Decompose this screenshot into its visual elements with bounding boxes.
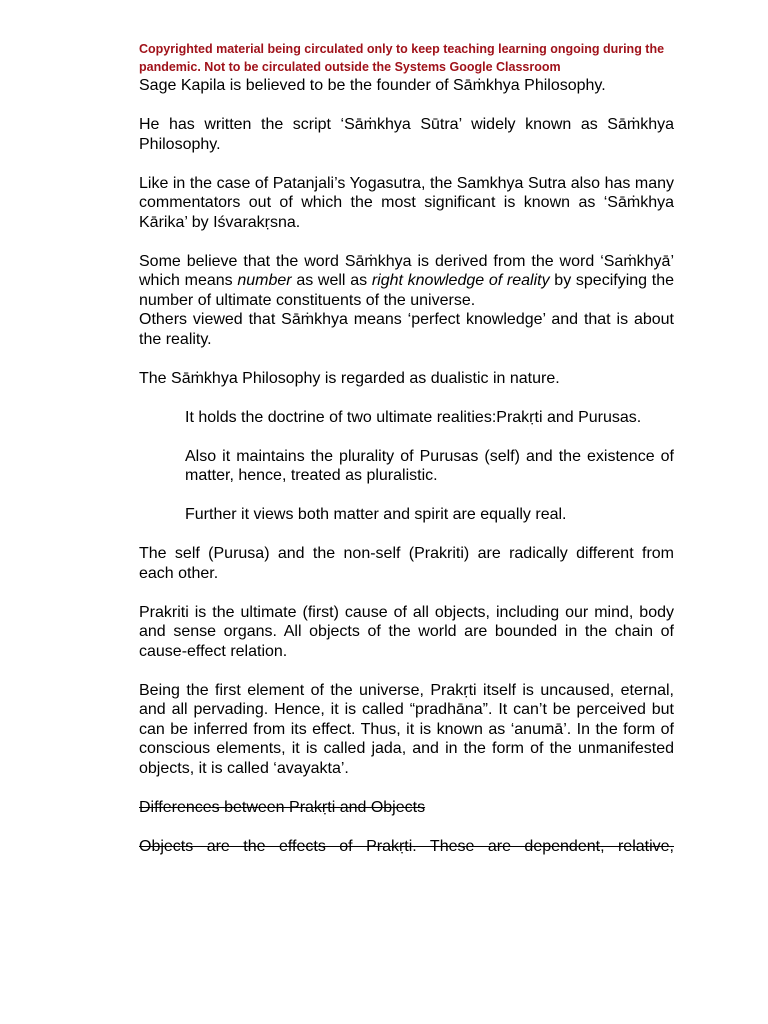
paragraph-etymology <box>139 252 674 311</box>
copyright-notice: Copyrighted material being circulated only to keep teaching learning ongoing during the pandemic. Not to be circulated outside the Systems Google Classroom <box>139 42 665 74</box>
heading-differences: Differences between Prakṛti and Objects <box>139 798 426 816</box>
paragraph-ultimate-cause: Prakriti is the ultimate (first) cause of all objects, including our mind, body and sense organs. All objects of the world are bounded in the chain of cause-effect relation. <box>139 603 674 660</box>
etymology-text-c: by specifying the number of ultimate constituents of the universe. <box>139 272 675 309</box>
document-page <box>139 40 674 856</box>
paragraph-script: He has written the script ‘Sāṁkhya Sūtra’ widely known as Sāṁkhya Philosophy. <box>139 116 674 153</box>
paragraph-dualistic: The Sāṁkhya Philosophy is regarded as dualistic in nature. <box>139 369 560 387</box>
paragraph-founder: Sage Kapila is believed to be the founder of Sāṁkhya Philosophy. <box>139 77 606 94</box>
paragraph-doctrine: It holds the doctrine of two ultimate realities:Prakṛti and Purusas. <box>185 408 642 426</box>
etymology-text-a: Some believe that the word Sāṁkhya is derived from the word ‘Saṁkhyā’ which means <box>139 252 674 289</box>
paragraph-commentators: Like in the case of Patanjali’s Yogasutra, the Samkhya Sutra also has many commentators out of which the most significant is known as ‘Sāṁkhya Kārika’ by Iśvarakṛsna. <box>139 174 674 231</box>
paragraph-equally-real: Further it views both matter and spirit are equally real. <box>185 506 567 523</box>
paragraph-objects-effects: Objects are the effects of Prakṛti. These are dependent, relative, <box>139 837 674 855</box>
etymology-em-number: number <box>237 272 292 289</box>
etymology-text-b: as well as <box>291 272 372 289</box>
paragraph-plurality: Also it maintains the plurality of Purusas (self) and the existence of matter, hence, treated as pluralistic. <box>185 447 674 484</box>
paragraph-self-nonself: The self (Purusa) and the non-self (Prakriti) are radically different from each other. <box>139 545 674 582</box>
paragraph-perfect-knowledge: Others viewed that Sāṁkhya means ‘perfect knowledge’ and that is about the reality. <box>139 311 674 348</box>
paragraph-first-element: Being the first element of the universe, Prakṛti itself is uncaused, eternal, and all pervading. Hence, it is called “pradhāna”. It can’t be perceived but can be inferred from its effect. Thus, it is known as ‘anumā’. In the form of conscious elements, it is called jada, and in the form of the unmanifested objects, it is called ‘avayakta’. <box>139 681 674 777</box>
etymology-em-knowledge: right knowledge of reality <box>371 272 550 289</box>
